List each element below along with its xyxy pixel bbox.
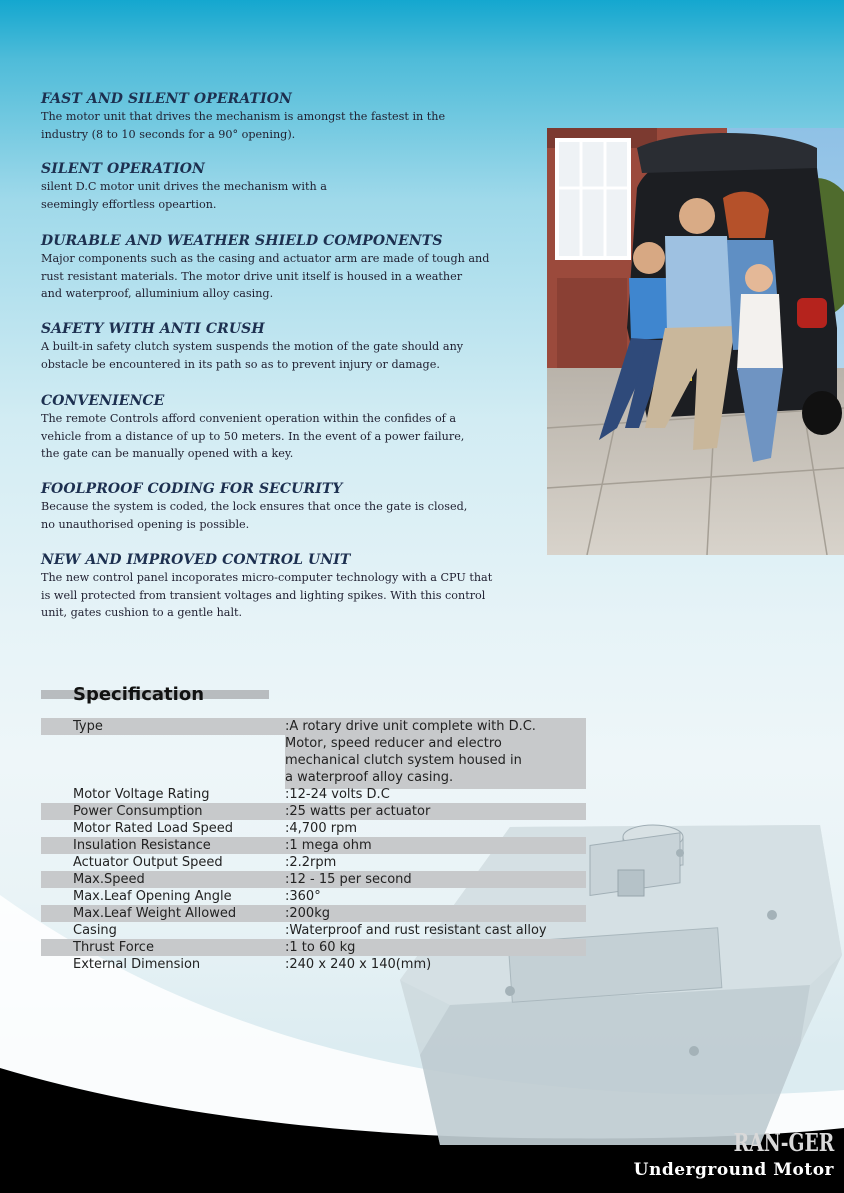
spec-row <box>41 888 586 905</box>
feature-body: The new control panel incoporates micro-computer technology with a CPU that is well protected from transient voltages and lighting spikes. With this control unit, gates cushion to a gentle halt. <box>41 571 493 619</box>
spec-value: :4,700 rpm <box>285 821 357 836</box>
spec-label: Max.Leaf Weight Allowed <box>73 906 237 921</box>
feature-safety <box>41 320 541 373</box>
spec-row <box>41 837 586 854</box>
brand-logo-text: RAN-GER <box>733 1128 834 1157</box>
feature-coding <box>41 480 541 533</box>
spec-value: :1 to 60 kg <box>285 940 356 955</box>
footer-branding <box>634 1128 834 1182</box>
feature-convenience <box>41 392 541 463</box>
spec-value: :12 - 15 per second <box>285 872 412 887</box>
spec-row <box>41 786 586 803</box>
spec-label: Type <box>73 719 103 734</box>
family-car-photo <box>547 128 844 555</box>
specification-title: Specification <box>73 684 205 705</box>
spec-label: Insulation Resistance <box>73 838 211 853</box>
spec-row <box>41 854 586 871</box>
spec-value: :1 mega ohm <box>285 838 372 853</box>
spec-value: :360° <box>285 889 321 904</box>
spec-value: :200kg <box>285 906 330 921</box>
feature-body: A built-in safety clutch system suspends the motion of the gate should any obstacle be encountered in its path so as to prevent injury or damage. <box>41 340 464 371</box>
spec-label: Max.Speed <box>73 872 145 887</box>
feature-body: Because the system is coded, the lock ensures that once the gate is closed, no unauthorised opening is possible. <box>41 500 468 531</box>
feature-control-unit <box>41 551 541 622</box>
spec-label: Motor Rated Load Speed <box>73 821 233 836</box>
spec-label: Motor Voltage Rating <box>73 787 210 802</box>
spec-row <box>41 956 586 973</box>
spec-row-type <box>41 718 586 786</box>
feature-title: NEW AND IMPROVED CONTROL UNIT <box>41 552 351 568</box>
feature-title: DURABLE AND WEATHER SHIELD COMPONENTS <box>41 233 443 249</box>
feature-durable <box>41 232 541 303</box>
spec-row <box>41 905 586 922</box>
spec-label: Max.Leaf Opening Angle <box>73 889 232 904</box>
feature-title: CONVENIENCE <box>41 393 165 409</box>
spec-row <box>41 939 586 956</box>
spec-value: :12-24 volts D.C <box>285 787 390 802</box>
feature-title: SILENT OPERATION <box>41 161 205 177</box>
spec-value: :2.2rpm <box>285 855 337 870</box>
feature-title: FAST AND SILENT OPERATION <box>41 91 292 107</box>
feature-silent <box>41 160 541 213</box>
feature-title: FOOLPROOF CODING FOR SECURITY <box>41 481 343 497</box>
spec-label: Thrust Force <box>73 940 154 955</box>
spec-label: Casing <box>73 923 117 938</box>
spec-label: Power Consumption <box>73 804 203 819</box>
product-name: Underground Motor <box>633 1160 834 1180</box>
spec-label: Actuator Output Speed <box>73 855 223 870</box>
spec-row <box>41 820 586 837</box>
spec-row <box>41 871 586 888</box>
spec-value: :25 watts per actuator <box>285 804 431 819</box>
spec-value: :Waterproof and rust resistant cast alloy <box>285 923 547 938</box>
feature-title: SAFETY WITH ANTI CRUSH <box>41 321 265 337</box>
feature-body: The motor unit that drives the mechanism is amongst the fastest in the industry (8 to 10 seconds for a 90° opening). <box>41 110 446 141</box>
feature-body: The remote Controls afford convenient operation within the confides of a vehicle from a distance of up to 50 meters. In the event of a power failure, the gate can be manually opened with a key. <box>41 412 465 460</box>
spec-value: :A rotary drive unit complete with D.C. Motor, speed reducer and electro mechanical clutch system housed in a waterproof alloy casing. <box>285 719 536 785</box>
feature-body: Major components such as the casing and actuator arm are made of tough and rust resistant materials. The motor drive unit itself is housed in a weather and waterproof, alluminium alloy casing. <box>41 252 490 300</box>
feature-body: silent D.C motor unit drives the mechanism with a seemingly effortless opeartion. <box>41 180 327 211</box>
specification-table <box>41 718 586 973</box>
specification-heading <box>41 683 269 707</box>
feature-fast-silent <box>41 90 541 143</box>
spec-label: External Dimension <box>73 957 201 972</box>
spec-row <box>41 803 586 820</box>
spec-value: :240 x 240 x 140(mm) <box>285 957 432 972</box>
spec-row <box>41 922 586 939</box>
